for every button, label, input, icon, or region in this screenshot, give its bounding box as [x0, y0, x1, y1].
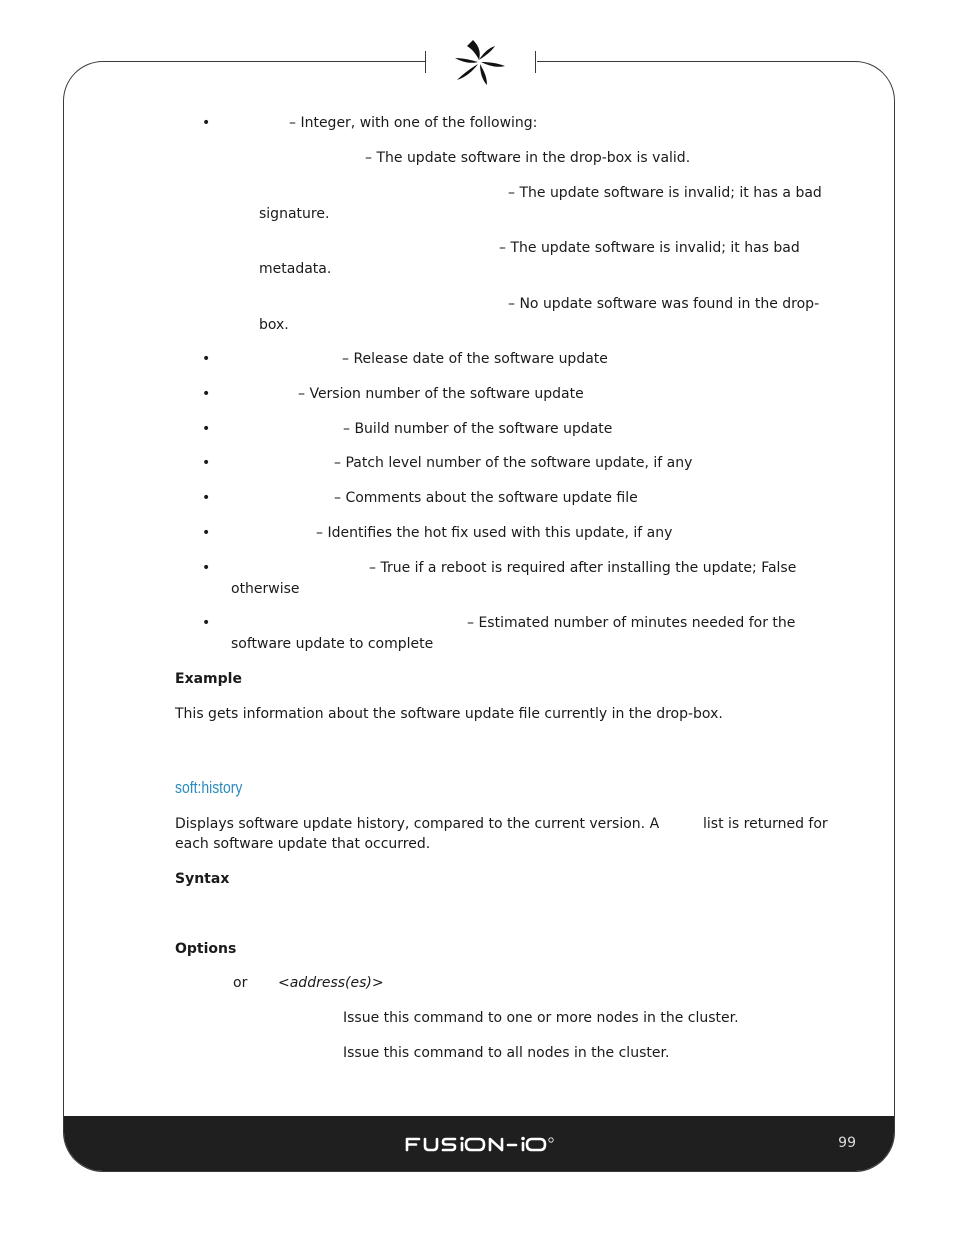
- fusion-io-star-logo-icon: [451, 38, 507, 88]
- syntax-heading: Syntax: [175, 871, 230, 887]
- option-or-text: or: [233, 975, 248, 991]
- header-divider-left: [425, 51, 426, 73]
- bullet-glyph: •: [202, 490, 211, 506]
- status-not-found-text-cont: box.: [259, 317, 289, 333]
- bullet-glyph: •: [202, 615, 211, 631]
- section-title: soft:history: [175, 778, 243, 797]
- example-text: This gets information about the software update file currently in the drop-box.: [175, 706, 723, 722]
- status-bad-metadata-text-cont: metadata.: [259, 261, 332, 277]
- minutes-description-cont: software update to complete: [231, 636, 434, 652]
- release-date-description: – Release date of the software update: [342, 351, 608, 367]
- status-not-found-text: – No update software was found in the drop-: [508, 296, 820, 312]
- option-address-param: <address(es)>: [278, 975, 384, 991]
- fusion-io-wordmark-icon: [404, 1135, 556, 1153]
- bullet-glyph: •: [202, 525, 211, 541]
- bullet-glyph: •: [202, 351, 211, 367]
- example-heading: Example: [175, 671, 242, 687]
- reboot-description: – True if a reboot is required after installing the update; False: [369, 560, 797, 576]
- comments-description: – Comments about the software update file: [334, 490, 638, 506]
- bullet-glyph: •: [202, 455, 211, 471]
- status-valid-text: – The update software in the drop-box is valid.: [365, 150, 691, 166]
- footer-bar: [64, 1116, 894, 1171]
- option-description-all: Issue this command to all nodes in the cluster.: [343, 1045, 670, 1061]
- status-description: – Integer, with one of the following:: [289, 115, 538, 131]
- version-description: – Version number of the software update: [298, 386, 584, 402]
- build-description: – Build number of the software update: [343, 421, 613, 437]
- reboot-description-cont: otherwise: [231, 581, 300, 597]
- section-description: Displays software update history, compared to the current version. A: [175, 816, 660, 832]
- hotfix-description: – Identifies the hot fix used with this update, if any: [316, 525, 673, 541]
- minutes-description: – Estimated number of minutes needed for the: [467, 615, 796, 631]
- status-bad-metadata-text: – The update software is invalid; it has bad: [499, 240, 800, 256]
- bullet-glyph: •: [202, 386, 211, 402]
- header-divider-right: [535, 51, 536, 73]
- status-bad-signature-text: – The update software is invalid; it has a bad: [508, 185, 822, 201]
- page-number: 99: [838, 1135, 856, 1151]
- patch-level-description: – Patch level number of the software update, if any: [334, 455, 693, 471]
- status-bad-signature-text-cont: signature.: [259, 206, 330, 222]
- bullet-glyph: •: [202, 421, 211, 437]
- bullet-glyph: •: [202, 560, 211, 576]
- option-description-nodes: Issue this command to one or more nodes in the cluster.: [343, 1010, 739, 1026]
- section-description-cont: each software update that occurred.: [175, 836, 431, 852]
- section-description-tail: list is returned for: [703, 816, 828, 832]
- options-heading: Options: [175, 941, 237, 957]
- bullet-glyph: •: [202, 115, 211, 131]
